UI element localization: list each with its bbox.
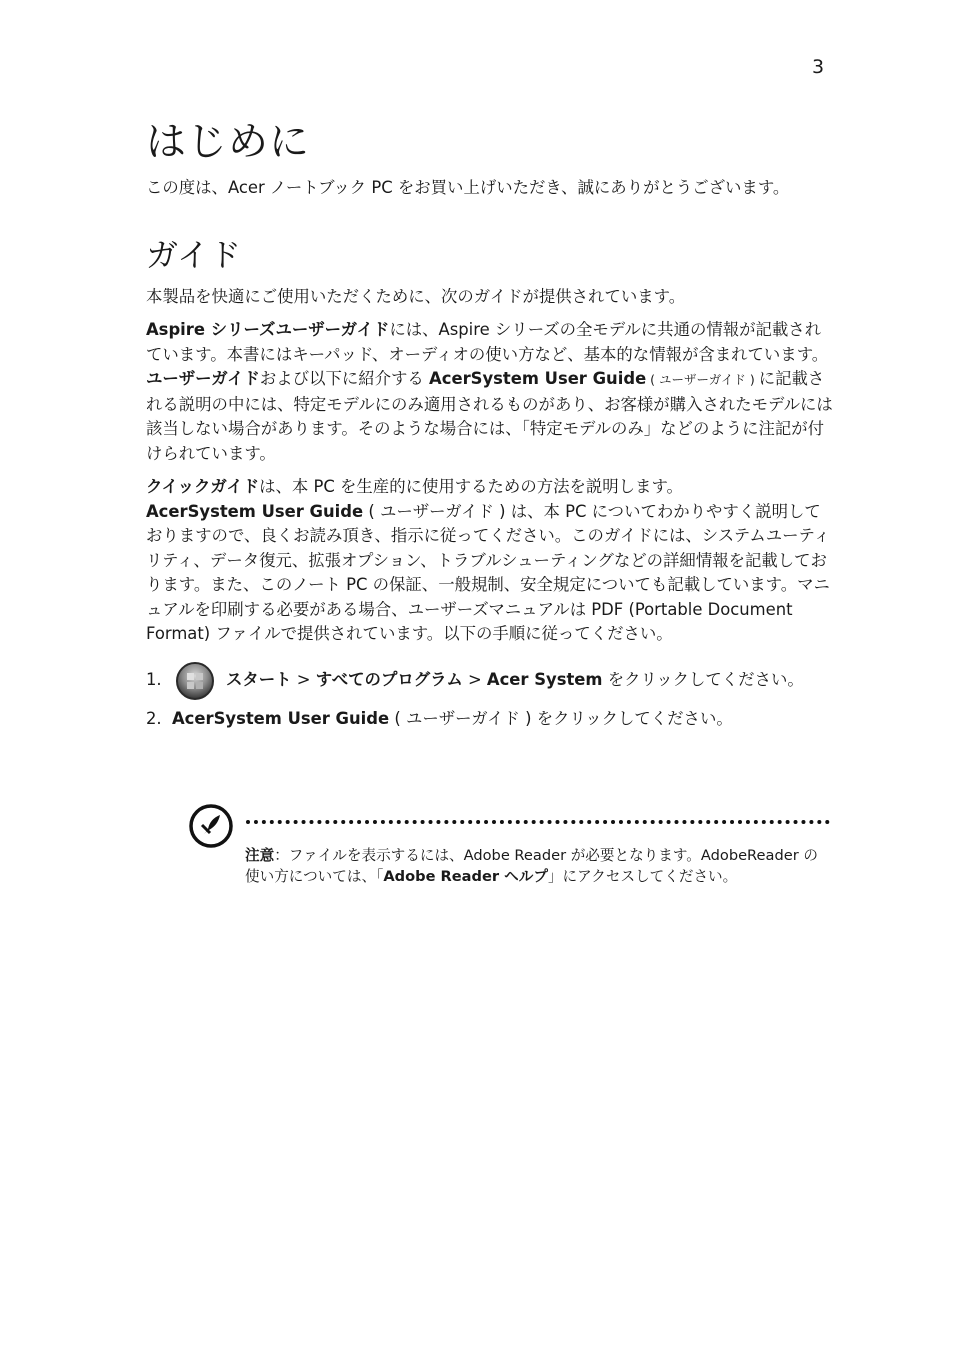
step-number: 2. — [146, 708, 162, 728]
note-divider — [246, 820, 830, 824]
windows-flag-icon — [186, 672, 204, 690]
quick-guide-paragraph — [146, 475, 836, 500]
step-2-text — [172, 707, 733, 732]
separator: > — [291, 670, 316, 690]
all-programs-term: すべてのプログラム — [315, 670, 463, 690]
step-2 — [146, 707, 836, 732]
page-title: はじめに — [146, 119, 310, 165]
steps-list — [146, 661, 836, 732]
aspire-guide-paragraph — [146, 318, 836, 466]
aspire-guide-text-1: には、Aspire シリーズの全モデルに共通の情報が記載されています。本書にはキーパッド、オーディオの使い方など、基本的な情報が含まれています。 — [146, 320, 829, 364]
page-content — [146, 116, 836, 731]
intro-paragraph: この度は、Acer ノートブック PC をお買い上げいただき、誠にありがとうございます。 — [146, 178, 790, 197]
aspire-guide-text-2: および以下に紹介する — [259, 369, 430, 388]
acersystem-guide-text: ( ユーザーガイド ) は、本 PC についてわかりやすく説明しておりますので、良くお読み頂き、指示に従ってください。このガイドには、システムユーティリティ、データ復元、拡張オプション、トラブルシューティングなどの詳細情報を記載しております。また、このノート PC の保証、一般規制、安全規定についても記載しています。マニュアルを印刷する必要がある場合、ユーザーズマニュアルは PDF (Portable Document Format) ファイルで提供されています。以下の手順に従ってください。 — [146, 501, 830, 643]
guide-heading: ガイド — [146, 235, 242, 274]
guide-lead-paragraph: 本製品を快適にご使用いただくために、次のガイドが提供されています。 — [146, 286, 686, 306]
page-number: 3 — [812, 56, 825, 78]
acersystem-guide-title: AcerSystem User Guide — [146, 501, 364, 521]
note-pen-icon — [188, 803, 234, 849]
step-1-text — [226, 668, 804, 693]
start-menu-term: スタート — [226, 670, 292, 690]
acersystem-guide-term: AcerSystem User Guide — [172, 708, 390, 728]
note-text-2: 」にアクセスしてください。 — [547, 867, 738, 885]
step-1 — [146, 661, 836, 701]
acer-system-term: Acer System — [486, 670, 603, 690]
acersystem-guide-paragraph — [146, 500, 836, 647]
aspire-guide-text-3: に記載される説明の中には、特定モデルにのみ適用されるものがあり、お客様が購入されたモデルには該当しない場合があります。そのような場合には、「特定モデルのみ」などのように注記が付けられています。 — [146, 369, 833, 463]
user-guide-term: ユーザーガイド — [146, 369, 260, 388]
note-label: 注意 — [245, 847, 275, 864]
note-text-1: ：ファイルを表示するには、Adobe Reader が必要となります。AdobeReader の使い方については、「 — [245, 847, 818, 885]
aspire-guide-title: Aspire シリーズユーザーガイド — [146, 320, 390, 339]
quick-guide-text: は、本 PC を生産的に使用するための方法を説明します。 — [259, 477, 683, 496]
step-1-instruction: をクリックしてください。 — [602, 670, 804, 690]
separator: > — [462, 670, 487, 690]
quick-guide-title: クイックガイド — [146, 477, 260, 496]
step-2-instruction: ( ユーザーガイド ) をクリックしてください。 — [389, 708, 733, 728]
adobe-help-term: Adobe Reader ヘルプ — [383, 867, 548, 885]
windows-start-icon — [176, 662, 214, 700]
user-guide-small-note: ( ユーザーガイド ) — [646, 372, 759, 387]
step-number: 1. — [146, 670, 162, 690]
note-text — [245, 846, 825, 887]
acersystem-guide-term: AcerSystem User Guide — [429, 369, 647, 388]
